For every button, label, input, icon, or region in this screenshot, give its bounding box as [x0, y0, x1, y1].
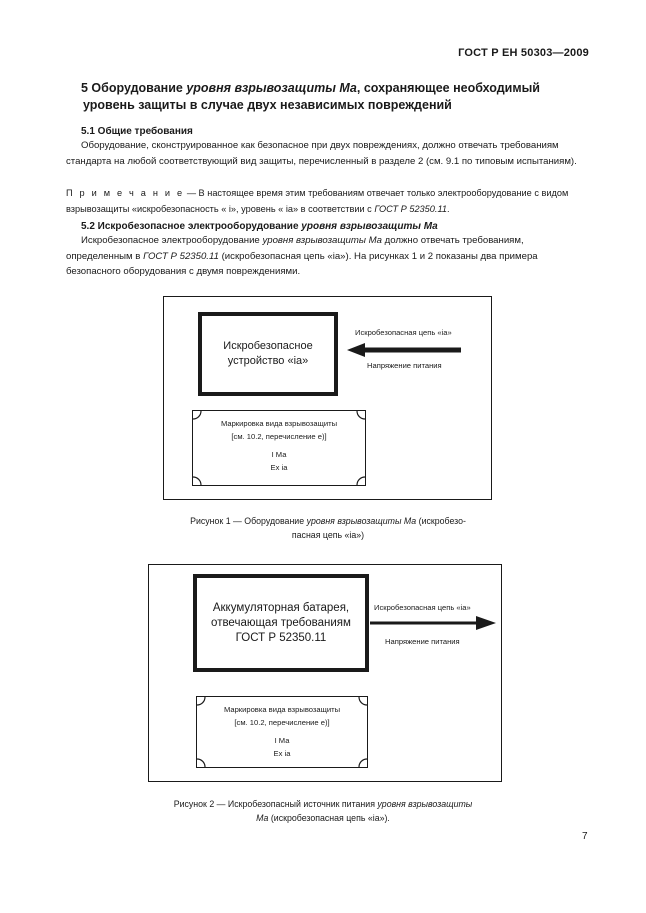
figure-2-box-line3: ГОСТ Р 52350.11: [235, 631, 327, 644]
subsection-5-2-heading-part1: 5.2 Искробезопасное электрооборудование: [81, 221, 302, 232]
note-end: .: [446, 203, 450, 214]
subsection-5-2-heading-italic: уровня взрывозащиты Ма: [301, 221, 438, 232]
note-text: — В настоящее время этим требованиям отвечает только электрооборудование с видом взрывозащиты «искробезопасность « i», уровень « ia» в соответствии с: [66, 188, 569, 214]
note-ref: ГОСТ Р 52350.11: [374, 203, 447, 214]
figure-1-arrow-left-icon: [345, 342, 463, 358]
figure-1-power-label: Напряжение питания: [367, 361, 442, 370]
figure-2-plate-line4: Ex ia: [273, 748, 291, 758]
figure-1-plate-line2: [см. 10.2, перечисление е)]: [231, 431, 327, 441]
figure-2-power-label: Напряжение питания: [385, 637, 460, 646]
s52-text-italic2: ГОСТ Р 52350.11: [143, 250, 219, 262]
figure-1-plate-line3: I Ма: [271, 450, 287, 459]
figure-2-circuit-label: Искробезопасная цепь «ia»: [374, 603, 471, 612]
figure-1-circuit-label: Искробезопасная цепь «ia»: [355, 328, 452, 337]
figure-1-plate-line4: Ex ia: [270, 462, 288, 472]
subsection-5-1-heading: 5.1 Общие требования: [81, 126, 193, 137]
plate-corner-icon: [357, 697, 367, 707]
figure-1-box-line2: устройство «ia»: [227, 355, 309, 367]
section-title: [81, 80, 591, 114]
figure-2-caption-line2: (искробезопасная цепь «ia»).: [268, 813, 390, 823]
plate-corner-icon: [355, 411, 365, 421]
subsection-5-1-text: [66, 138, 590, 169]
plate-corner-icon: [197, 697, 207, 707]
figure-2-caption-part1: Рисунок 2 — Искробезопасный источник питания: [173, 799, 378, 809]
figure-2-arrow-right-icon: [370, 615, 498, 631]
figure-2-plate-line1: Маркировка вида взрывозащиты: [223, 705, 341, 714]
subsection-5-2-heading: [81, 221, 438, 232]
plate-corner-icon: [355, 475, 365, 485]
s52-text-part1: Искробезопасное электрооборудование: [81, 235, 263, 246]
s52-text-italic1: уровня взрывозащиты Ма: [262, 235, 382, 246]
figure-2-battery-box: [193, 574, 369, 672]
figure-2-marking-plate: [196, 696, 368, 768]
figure-2-box-line1: Аккумуляторная батарея,: [212, 601, 350, 614]
subsection-5-1-body: Оборудование, сконструированное как безопасное при двух повреждениях, должно отвечать требованиям стандарта на любой соответствующий вид защиты, перечисленный в разделе 2 (см. 9.1 по типовым испытаниям).: [66, 140, 577, 167]
document-id: ГОСТ Р ЕН 50303—2009: [458, 47, 589, 59]
section-title-italic: уровня взрывозащиты Ма: [186, 81, 357, 95]
subsection-5-2-text: [66, 233, 590, 280]
figure-2-plate-line3: I Ма: [274, 736, 290, 745]
figure-2-caption: [130, 797, 516, 825]
s52-text-part3: (искробезопасная цепь «ia»). На рисунках 1 и 2 показаны два примера безопасного оборудования с двумя повреждениями.: [66, 250, 538, 277]
figure-2-box-line2: отвечающая требованиям: [211, 616, 351, 629]
page-number: 7: [582, 831, 588, 842]
figure-1-marking-plate: [192, 410, 366, 486]
figure-1-caption: [150, 514, 506, 542]
figure-1-box-line1: Искробезопасное: [223, 340, 313, 352]
note-label: П р и м е ч а н и е: [66, 188, 185, 198]
figure-1-device-box: [198, 312, 338, 396]
s52-text-part2: должно отвечать требованиям, определенным в: [66, 235, 524, 262]
note-paragraph: [66, 186, 590, 217]
section-title-part1: 5 Оборудование: [81, 81, 187, 95]
figure-2-caption-italic: уровня взрывозащиты: [377, 799, 473, 809]
figure-2-caption-line2-italic: Ма: [256, 813, 269, 823]
figure-1-plate-line1: Маркировка вида взрывозащиты: [220, 419, 338, 428]
figure-1-caption-part1: Рисунок 1 — Оборудование: [190, 516, 307, 526]
figure-1-caption-italic: уровня взрывозащиты Ма: [306, 516, 417, 526]
section-title-part2: , сохраняющее необходимый: [356, 81, 540, 95]
plate-corner-icon: [357, 757, 367, 767]
figure-1-caption-line2: пасная цепь «ia»): [291, 530, 365, 540]
figure-1-caption-part2: (искробезо-: [416, 516, 466, 526]
plate-corner-icon: [197, 757, 207, 767]
plate-corner-icon: [193, 411, 203, 421]
figure-2-plate-line2: [см. 10.2, перечисление е)]: [234, 717, 330, 727]
plate-corner-icon: [193, 475, 203, 485]
section-title-line2: уровень защиты в случае двух независимых повреждений: [83, 98, 452, 112]
